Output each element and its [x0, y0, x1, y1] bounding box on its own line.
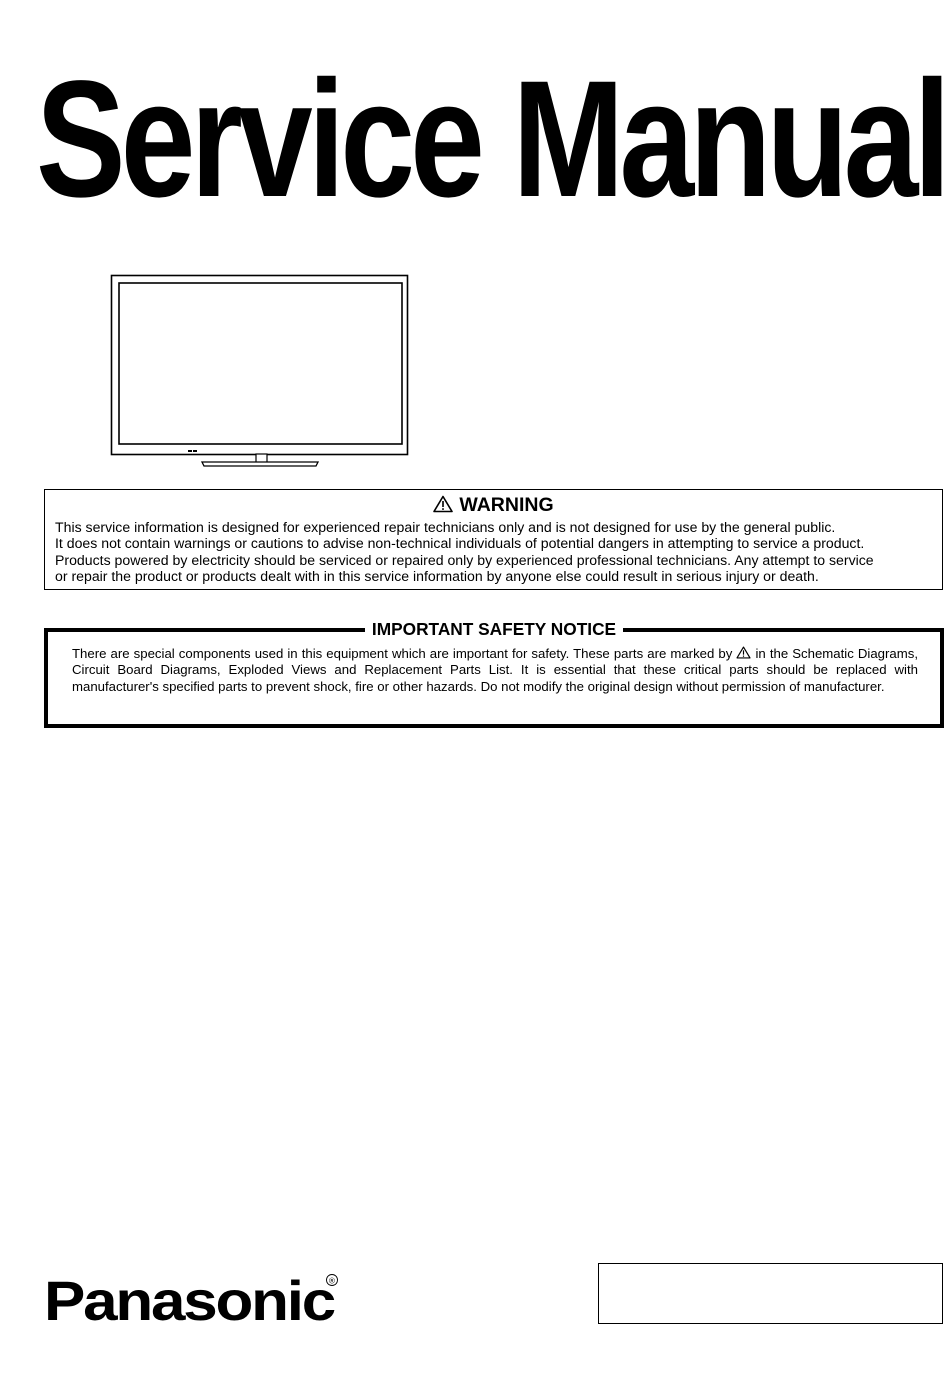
safety-notice-text-part-1: There are special components used in this equipment which are important for safety. These parts are marked by [72, 646, 733, 661]
brand-logo-text: Panasonic [44, 1270, 335, 1330]
warning-heading-text: WARNING [459, 494, 554, 516]
warning-line: or repair the product or products dealt with in this service information by anyone else could result in serious injury or death. [55, 567, 819, 584]
document-title-text: Service Manual [36, 58, 946, 218]
safety-notice-text-part-2: in the Schematic Diagrams, Circuit Board Diagrams, Exploded Views and Replacement Parts List. It is essential that these critical parts should be replaced with manufacturer's specified parts to prevent shock, fire or other hazards. Do not modify the original design without permission of manufacturer. [72, 646, 918, 694]
warning-box [44, 489, 943, 590]
flat-panel-tv-icon [110, 274, 410, 470]
safety-notice-text [72, 646, 918, 695]
document-title [36, 58, 948, 218]
safety-notice-box [44, 619, 944, 728]
safety-notice-heading [48, 618, 940, 640]
warning-triangle-icon [433, 495, 453, 513]
warning-line: Products powered by electricity should be serviced or repaired only by experienced professional technicians. Any attempt to service [55, 551, 874, 568]
model-number-box [598, 1263, 943, 1324]
warning-line: It does not contain warnings or cautions to advise non-technical individuals of potential dangers in attempting to service a product. [55, 535, 865, 552]
warning-triangle-icon [736, 646, 751, 659]
warning-heading [55, 492, 932, 519]
brand-logo [44, 1270, 344, 1330]
registered-mark: ® [329, 1276, 335, 1286]
warning-line: This service information is designed for experienced repair technicians only and is not designed for use by the general public. [55, 519, 836, 535]
safety-notice-heading-text: IMPORTANT SAFETY NOTICE [365, 618, 623, 640]
